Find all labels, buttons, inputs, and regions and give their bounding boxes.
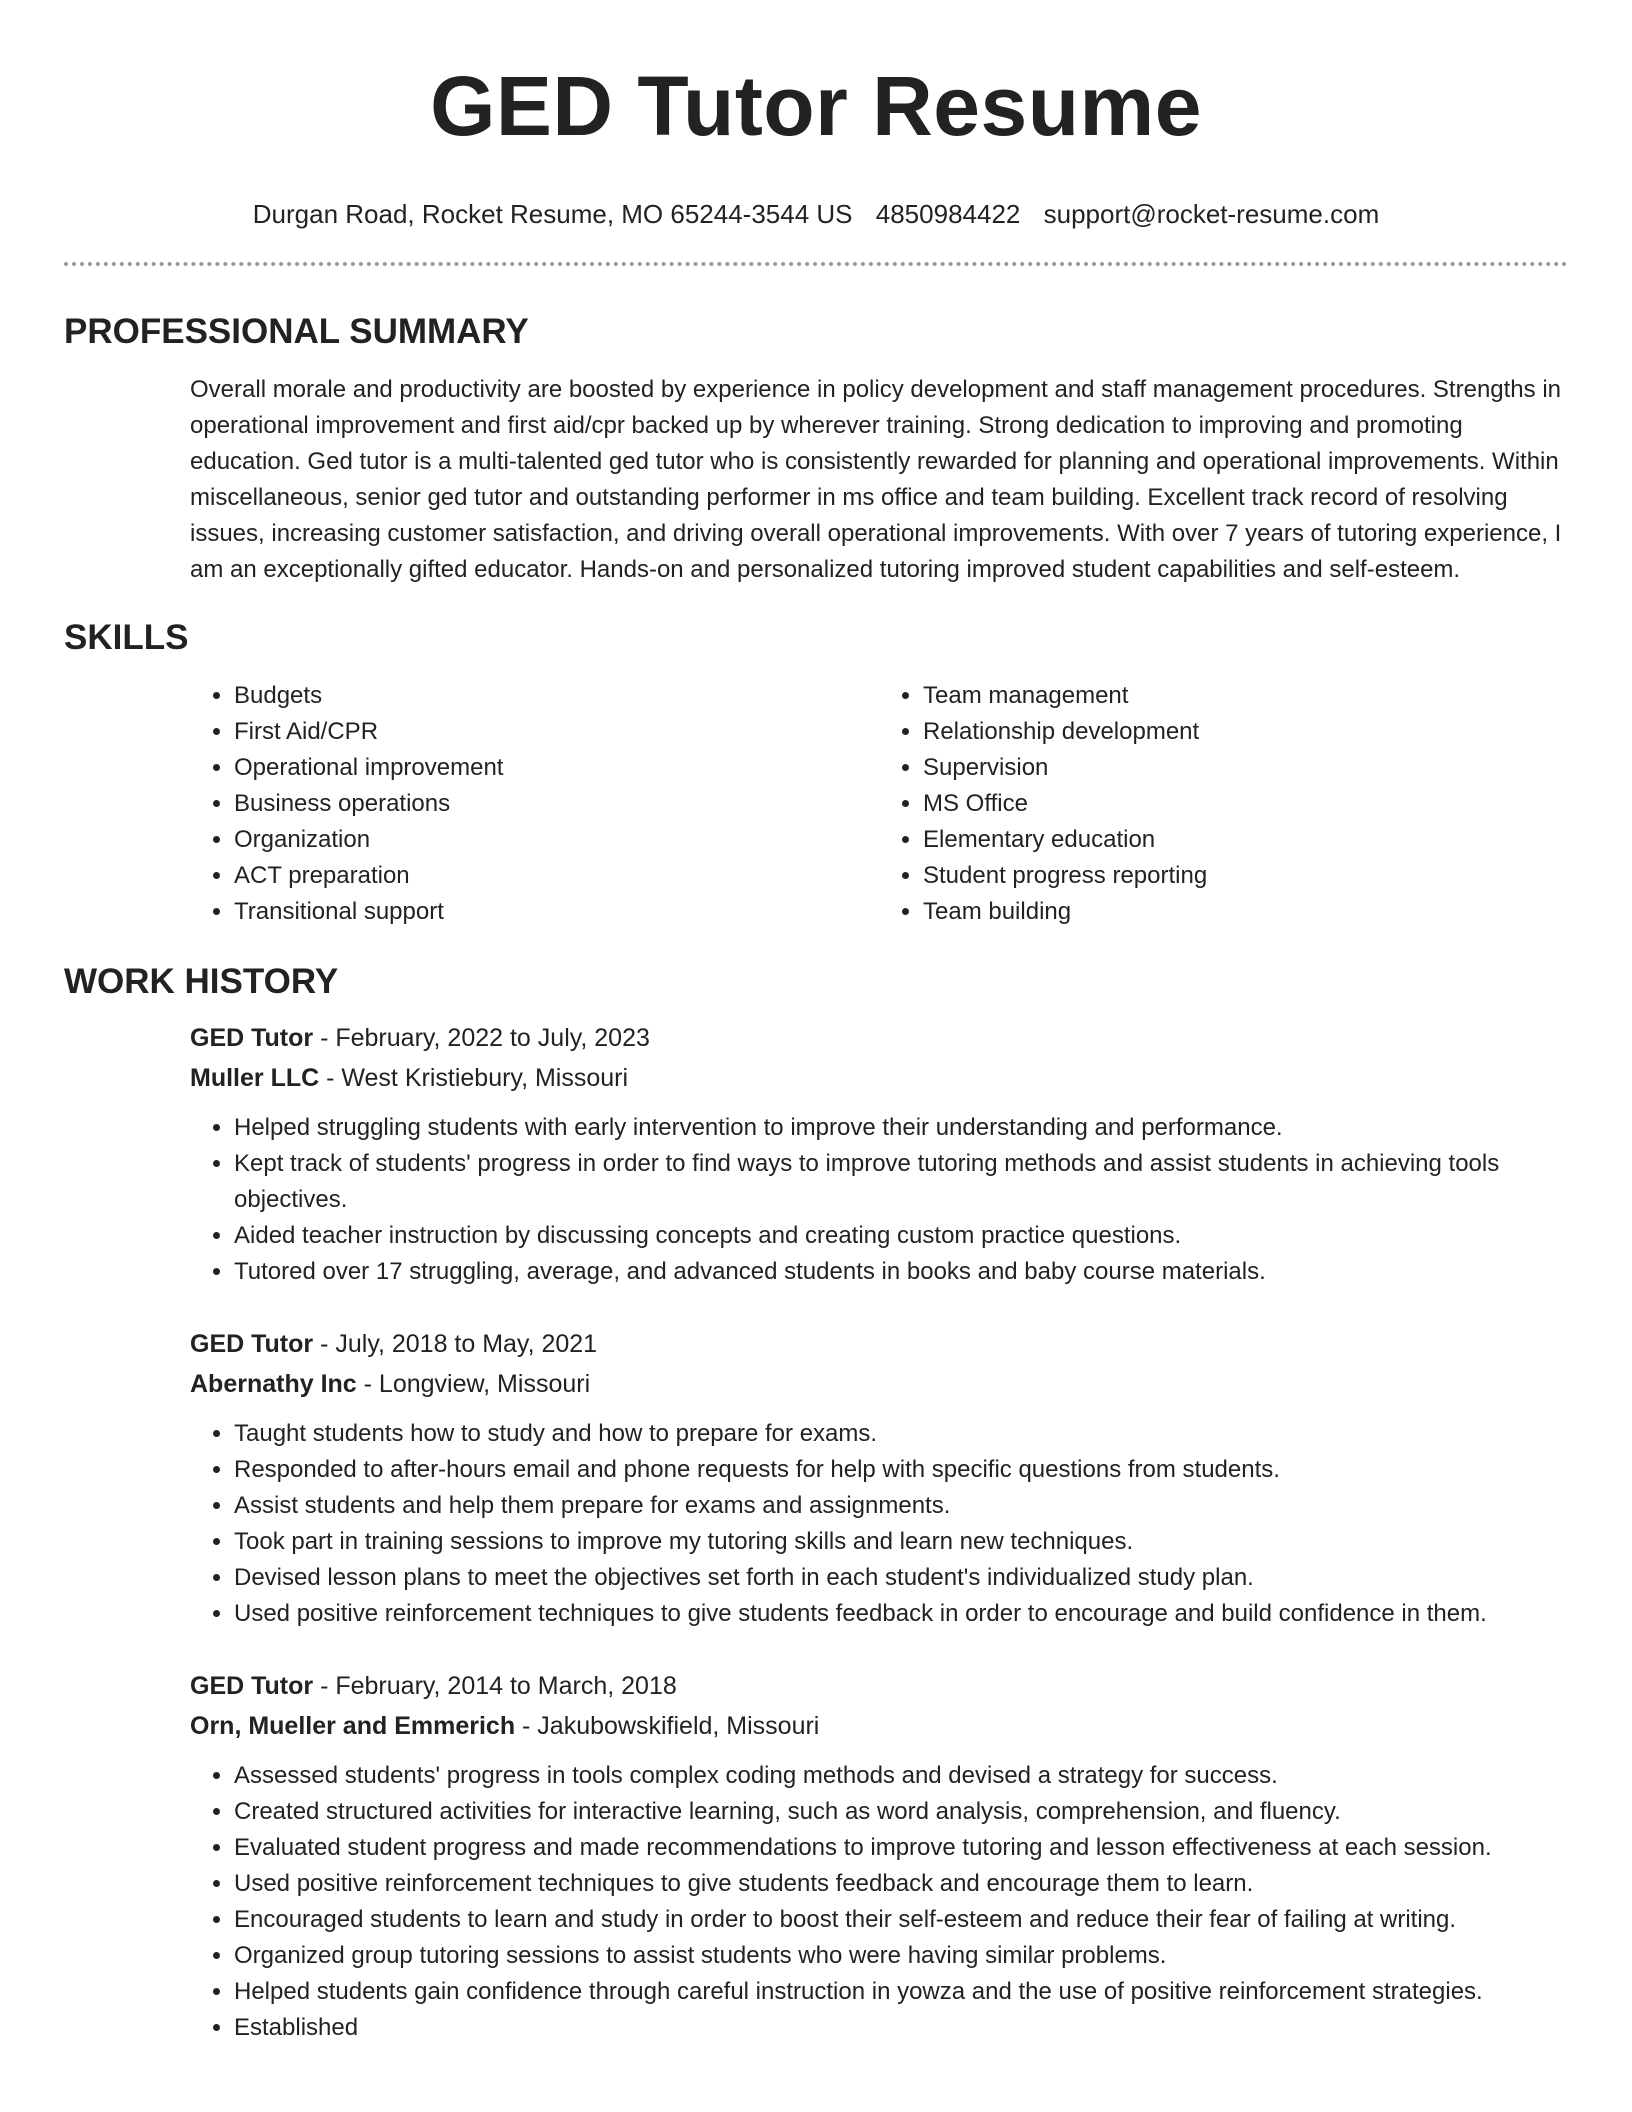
job-bullet: • Devised lesson plans to meet the objectives set forth in each student's individualized study plan. (234, 1560, 1568, 1596)
job-bullet: • Responded to after-hours email and phone requests for help with specific questions from students. (234, 1452, 1568, 1488)
job-location: - Jakubowskifield, Missouri (515, 1712, 820, 1740)
job-dates: - February, 2022 to July, 2023 (313, 1024, 650, 1052)
skill-item: • Supervision (923, 750, 1568, 786)
skill-item: • Business operations (234, 786, 879, 822)
job-company: Orn, Mueller and Emmerich (190, 1712, 516, 1740)
resume-title: GED Tutor Resume (430, 59, 1202, 153)
job-bullet: • Encouraged students to learn and study in order to boost their self-esteem and reduce their fear of failing at writing. (234, 1902, 1568, 1938)
job-bullet: • Used positive reinforcement techniques to give students feedback in order to encourage and build confidence in them. (234, 1596, 1568, 1632)
job-title-line (190, 1324, 1568, 1364)
job-company: Abernathy Inc (190, 1370, 357, 1398)
job-bullet: • Taught students how to study and how to prepare for exams. (234, 1416, 1568, 1452)
job-title-line (190, 1666, 1568, 1706)
job-company-line (190, 1058, 1568, 1098)
job-title: GED Tutor (190, 1024, 314, 1052)
job-entry (190, 1018, 1568, 1290)
skill-item: • Operational improvement (234, 750, 879, 786)
job-bullet: • Helped struggling students with early intervention to improve their understanding and performance. (234, 1110, 1568, 1146)
skill-item: • Budgets (234, 678, 879, 714)
job-bullet: • Organized group tutoring sessions to assist students who were having similar problems. (234, 1938, 1568, 1974)
job-bullet: • Helped students gain confidence through careful instruction in yowza and the use of positive reinforcement strategies. (234, 1974, 1568, 2010)
job-company-line (190, 1364, 1568, 1404)
header-divider (64, 262, 1568, 266)
job-entry (190, 1666, 1568, 2046)
contact-phone: 4850984422 (875, 199, 1021, 229)
skill-item: • Relationship development (923, 714, 1568, 750)
job-bullet: • Assessed students' progress in tools complex coding methods and devised a strategy for success. (234, 1758, 1568, 1794)
skill-item: • Team management (923, 678, 1568, 714)
job-location: - Longview, Missouri (356, 1370, 591, 1398)
skill-item: • Team building (923, 894, 1568, 930)
job-bullet: • Aided teacher instruction by discussing concepts and creating custom practice questions. (234, 1218, 1568, 1254)
summary-section (64, 310, 1568, 588)
job-bullet-list (190, 1110, 1568, 1290)
contact-email: support@rocket-resume.com (1043, 199, 1380, 229)
work-history-heading: WORK HISTORY (64, 962, 339, 1001)
skill-item: • ACT preparation (234, 858, 879, 894)
summary-heading: PROFESSIONAL SUMMARY (64, 312, 529, 351)
skills-grid (190, 678, 1568, 930)
job-entry (190, 1324, 1568, 1632)
job-location: - West Kristiebury, Missouri (319, 1064, 629, 1092)
job-bullet: • Used positive reinforcement techniques to give students feedback and encourage them to learn. (234, 1866, 1568, 1902)
job-bullet: • Took part in training sessions to improve my tutoring skills and learn new techniques. (234, 1524, 1568, 1560)
skill-item: • Student progress reporting (923, 858, 1568, 894)
skills-list-right (879, 678, 1568, 930)
summary-text: Overall morale and productivity are boosted by experience in policy development and staff management procedures. Strengths in operational improvement and first aid/cpr backed up by wherever training. Strong dedication to improving and promoting education. Ged tutor is a multi-talented ged tutor who is consistently rewarded for planning and operational improvements. Within miscellaneous, senior ged tutor and outstanding performer in ms office and team building. Excellent track record of resolving issues, increasing customer satisfaction, and driving overall operational improvements. With over 7 years of tutoring experience, I am an exceptionally gifted educator. Hands-on and personalized tutoring improved student capabilities and self-esteem. (190, 376, 1562, 583)
skill-item: • Organization (234, 822, 879, 858)
job-bullet: • Tutored over 17 struggling, average, and advanced students in books and baby course materials. (234, 1254, 1568, 1290)
job-company: Muller LLC (190, 1064, 320, 1092)
skills-heading: SKILLS (64, 618, 189, 657)
job-dates: - July, 2018 to May, 2021 (313, 1330, 598, 1358)
job-title: GED Tutor (190, 1672, 314, 1700)
job-bullet: • Kept track of students' progress in order to find ways to improve tutoring methods and assist students in achieving tools objectives. (234, 1146, 1568, 1218)
resume-header (64, 56, 1568, 230)
skills-section (64, 616, 1568, 930)
skill-item: • Elementary education (923, 822, 1568, 858)
contact-line (64, 198, 1568, 230)
job-bullet: • Established (234, 2010, 1568, 2046)
job-bullet: • Created structured activities for interactive learning, such as word analysis, comprehension, and fluency. (234, 1794, 1568, 1830)
job-bullet: • Assist students and help them prepare for exams and assignments. (234, 1488, 1568, 1524)
job-title: GED Tutor (190, 1330, 314, 1358)
job-bullet: • Evaluated student progress and made recommendations to improve tutoring and lesson effectiveness at each session. (234, 1830, 1568, 1866)
job-bullet-list (190, 1416, 1568, 1632)
job-title-line (190, 1018, 1568, 1058)
contact-address: Durgan Road, Rocket Resume, MO 65244-3544 US (252, 199, 853, 229)
work-history-section (64, 960, 1568, 2046)
job-company-line (190, 1706, 1568, 1746)
job-bullet-list (190, 1758, 1568, 2046)
skill-item: • MS Office (923, 786, 1568, 822)
skills-list-left (190, 678, 879, 930)
skill-item: • Transitional support (234, 894, 879, 930)
skill-item: • First Aid/CPR (234, 714, 879, 750)
job-dates: - February, 2014 to March, 2018 (313, 1672, 677, 1700)
